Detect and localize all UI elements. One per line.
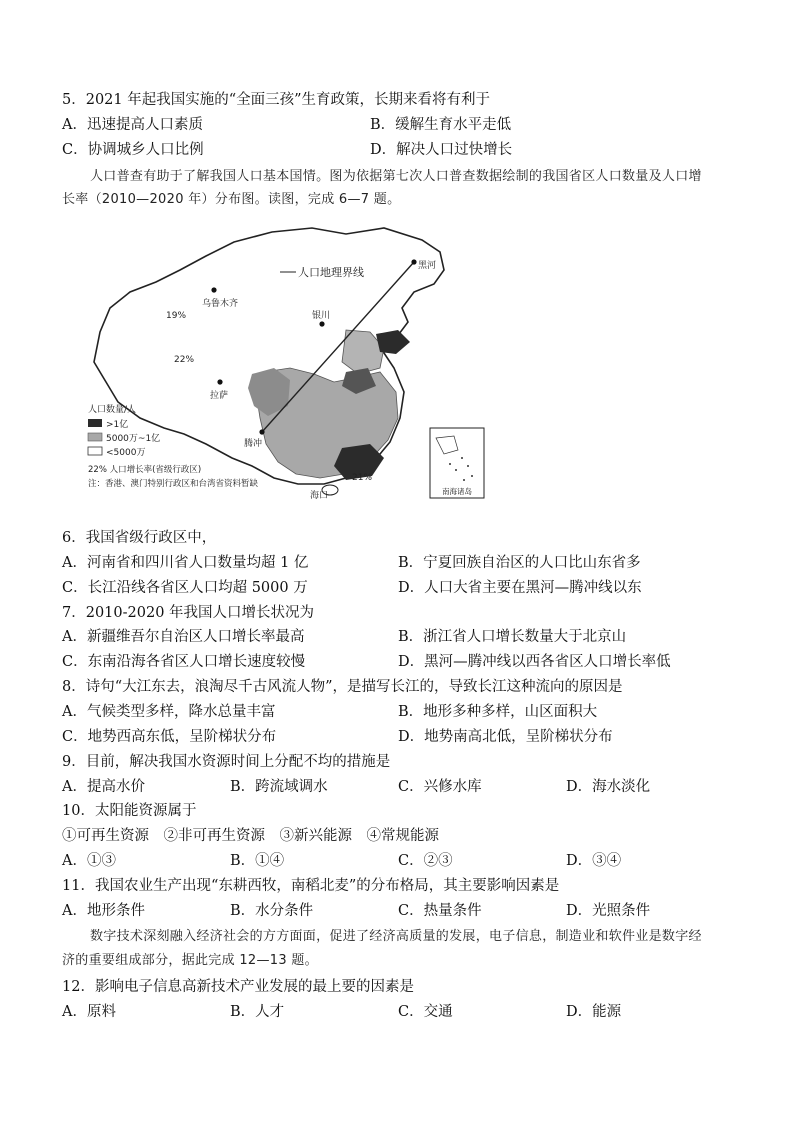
q12-stem: 12．影响电子信息高新技术产业发展的最上要的因素是: [62, 979, 414, 995]
q5-option-d: D．解决人口过快增长: [370, 142, 513, 158]
q7-option-c: C．东南沿海各省区人口增长速度较慢: [62, 654, 306, 670]
q10-option-c: C．②③: [398, 853, 453, 869]
intro-12-13-line2: 济的重要组成部分，据此完成 12—13 题。: [62, 953, 318, 968]
q9-option-a: A．提高水价: [62, 779, 145, 795]
q11-option-c: C．热量条件: [398, 903, 482, 919]
city-urumqi: 乌鲁木齐: [202, 299, 239, 309]
q7-option-d: D．黑河—腾冲线以西各省区人口增长率低: [398, 654, 671, 670]
q11-option-a: A．地形条件: [62, 903, 145, 919]
q5-option-b: B．缓解生育水平走低: [370, 117, 512, 133]
large-population-shandong: [376, 330, 410, 354]
q6-option-b: B．宁夏回族自治区的人口比山东省多: [398, 555, 641, 571]
q12-option-a: A．原料: [62, 1004, 116, 1020]
city-haikou: 海口: [310, 491, 329, 501]
q5-option-a: A．迅速提高人口素质: [62, 117, 203, 133]
q8-option-a: A．气候类型多样，降水总量丰富: [62, 704, 276, 720]
q9-stem: 9．目前，解决我国水资源时间上分配不均的措施是: [62, 754, 391, 770]
q5-stem: 5．2021 年起我国实施的“全面三孩”生育政策，长期来看将有利于: [62, 92, 491, 108]
city-lhasa: 拉萨: [210, 391, 229, 401]
intro-6-7-line1: 人口普查有助于了解我国人口基本国情。图为依据第七次人口普查数据绘制的我国省区人口数量及人口增: [90, 169, 702, 184]
q6-option-a: A．河南省和四川省人口数量均超 1 亿: [62, 555, 309, 571]
rate-label-2: 22%: [174, 355, 195, 365]
legend-item-small: <5000万: [106, 448, 146, 458]
q10-option-b: B．①④: [230, 853, 285, 869]
boundary-label: 人口地理界线: [298, 266, 364, 279]
q7-option-b: B．浙江省人口增长数量大于北京山: [398, 629, 627, 645]
q10-sub: ①可再生资源 ②非可再生资源 ③新兴能源 ④常规能源: [62, 828, 439, 844]
q6-stem: 6．我国省级行政区中，: [62, 530, 217, 546]
q11-stem: 11．我国农业生产出现“东耕西牧，南稻北麦”的分布格局，其主要影响因素是: [62, 878, 560, 894]
q7-option-a: A．新疆维吾尔自治区人口增长率最高: [62, 629, 305, 645]
q12-option-c: C．交通: [398, 1004, 453, 1020]
q10-option-a: A．①③: [62, 853, 116, 869]
q10-stem: 10．太阳能资源属于: [62, 803, 197, 819]
q8-option-b: B．地形多种多样，山区面积大: [398, 704, 598, 720]
china-population-map: [84, 222, 492, 514]
city-heihe: 黑河: [418, 261, 437, 271]
q5-option-c: C．协调城乡人口比例: [62, 142, 204, 158]
city-tengchong: 腾冲: [244, 439, 263, 449]
q11-option-d: D．光照条件: [566, 903, 651, 919]
legend-title: 人口数量/人: [88, 405, 137, 415]
q6-option-c: C．长江沿线各省区人口均超 5000 万: [62, 580, 308, 596]
legend-item-large: >1亿: [106, 420, 129, 430]
city-yinchuan: 银川: [312, 311, 331, 321]
q12-option-b: B．人才: [230, 1004, 285, 1020]
q8-option-c: C．地势西高东低，呈阶梯状分布: [62, 729, 277, 745]
legend-item-medium: 5000万~1亿: [106, 434, 161, 444]
map-note: 注：香港、澳门特别行政区和台湾省资料暂缺: [88, 479, 259, 489]
q6-option-d: D．人口大省主要在黑河—腾冲线以东: [398, 580, 642, 596]
legend-rate: 22% 人口增长率(省级行政区): [88, 465, 202, 475]
q9-option-d: D．海水淡化: [566, 779, 651, 795]
q8-stem: 8．诗句“大江东去，浪淘尽千古风流人物”，是描写长江的，导致长江这种流向的原因是: [62, 679, 623, 695]
q12-option-d: D．能源: [566, 1004, 622, 1020]
q8-option-d: D．地势南高北低，呈阶梯状分布: [398, 729, 613, 745]
q7-stem: 7．2010-2020 年我国人口增长状况为: [62, 605, 315, 621]
intro-6-7-line2: 长率（2010—2020 年）分布图。读图，完成 6—7 题。: [62, 192, 401, 207]
rate-label-1: 19%: [166, 311, 187, 321]
q10-option-d: D．③④: [566, 853, 622, 869]
q11-option-b: B．水分条件: [230, 903, 314, 919]
rate-label-3: 21%: [352, 473, 373, 483]
q9-option-c: C．兴修水库: [398, 779, 482, 795]
intro-12-13-line1: 数字技术深刻融入经济社会的方方面面，促进了经济高质量的发展，电子信息，制造业和软件业是数字经: [90, 929, 702, 944]
inset-label: 南海诸岛: [442, 487, 472, 496]
q9-option-b: B．跨流域调水: [230, 779, 328, 795]
